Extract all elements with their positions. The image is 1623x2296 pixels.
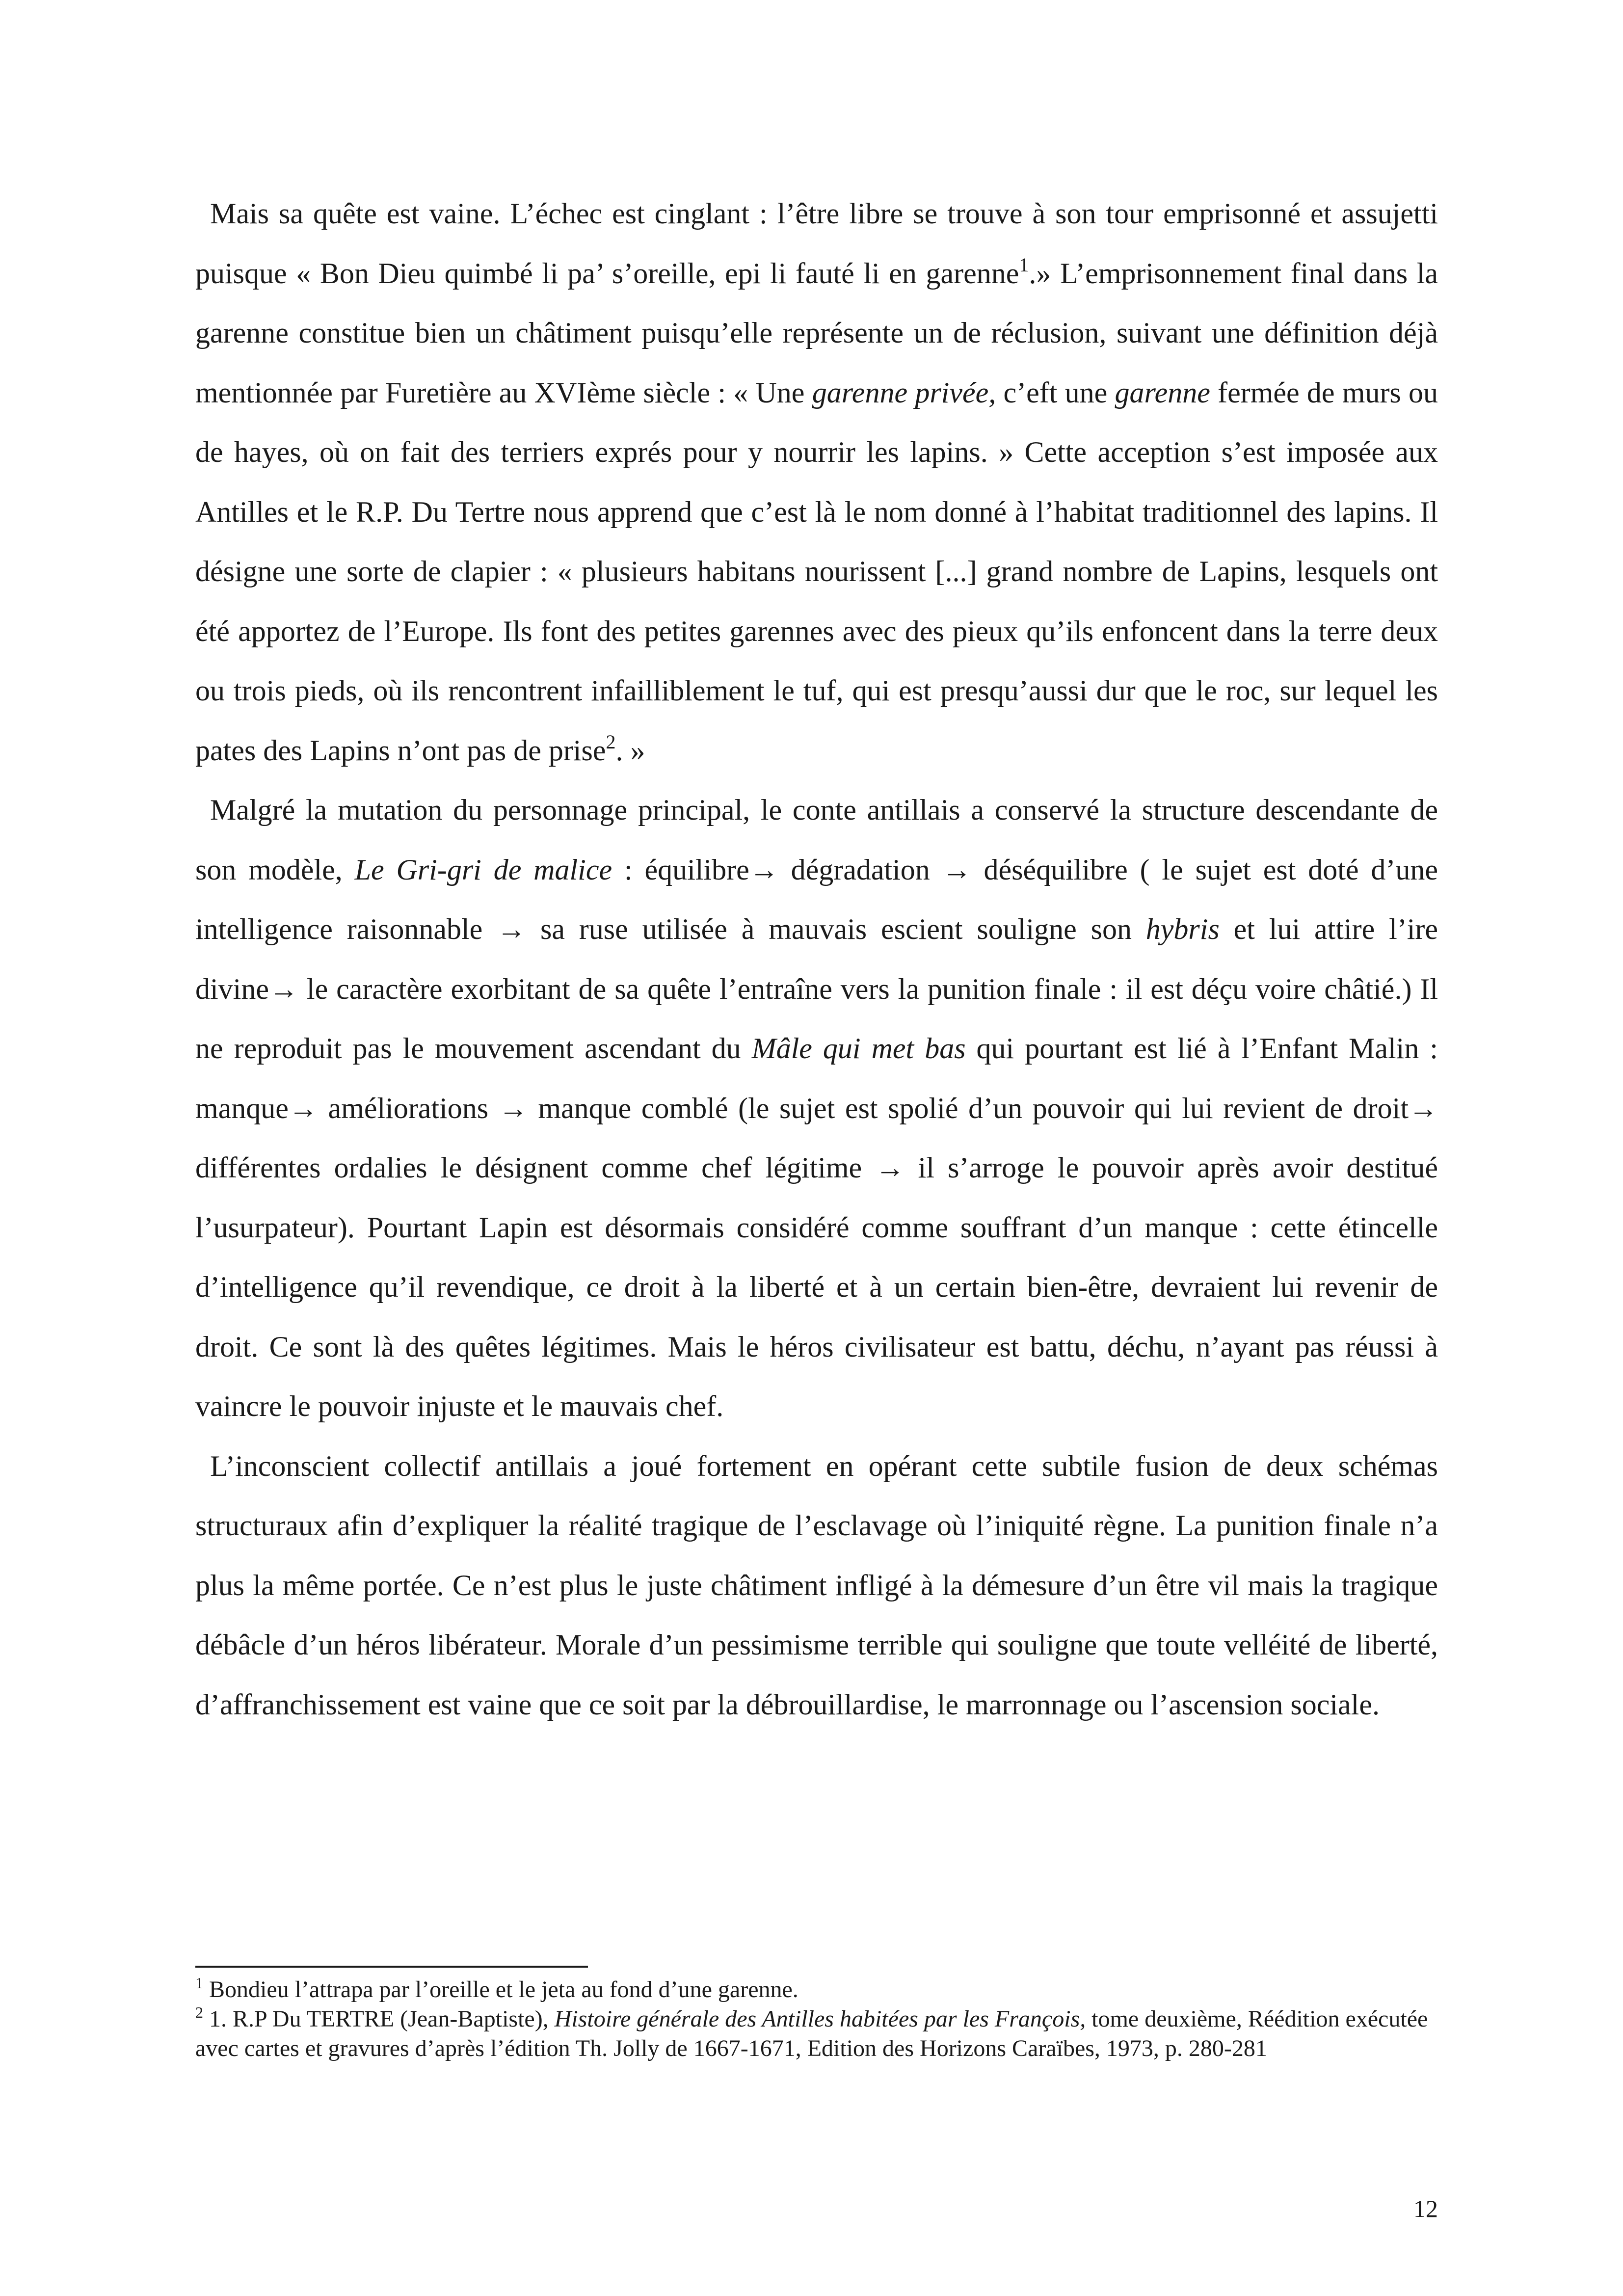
text-run: c’eft une: [996, 376, 1115, 409]
footnote-marker: 1: [1019, 253, 1029, 276]
italic-text: hybris: [1145, 913, 1220, 945]
text-run: .» L’emprisonnement final dans la garenne constitue bien un châtiment puisqu’elle représente un de réclusion, suivant une définition déjà mentionnée par Furetière au XVIème siècle : « Une: [195, 257, 1438, 409]
paragraph-2: [195, 780, 1438, 1437]
text-run: : équilibre→ dégradation → déséquilibre ( le sujet est doté d’une intelligence raisonnable → sa ruse utilisée à mauvais escient souligne son: [195, 853, 1438, 945]
italic-text: Le Gri-gri de malice: [354, 853, 612, 886]
text-run: L’inconscient collectif antillais a joué fortement en opérant cette subtile fusion de deux schémas structuraux afin d’expliquer la réalité tragique de l’esclavage où l’iniquité règne. La punition finale n’a plus la même portée. Ce n’est plus le juste châtiment infligé à la démesure d’un être vil mais la tragique débâcle d’un héros libérateur. Morale d’un pessimisme terrible qui souligne que toute velléité de liberté, d’affranchissement est vaine que ce soit par la débrouillardise, le marronnage ou l’ascension sociale.: [195, 1449, 1438, 1721]
footnote-marker: 1: [195, 1974, 203, 1992]
text-run: fermée de murs ou de hayes, où on fait des terriers exprés pour y nourrir les lapins. » Cette acception s’est imposée aux Antilles et le R.P. Du Tertre nous apprend que c’est là le nom donné à l’habitat traditionnel des lapins. Il désigne une sorte de clapier : « plusieurs habitans nourissent [...] grand nombre de Lapins, lesquels ont été apportez de l’Europe. Ils font des petites garennes avec des pieux qu’ils enfoncent dans la terre deux ou trois pieds, où ils rencontrent infailliblement le tuf, qui est presqu’aussi dur que le roc, sur lequel les pates des Lapins n’ont pas de prise: [195, 376, 1438, 767]
footnotes: [195, 1975, 1438, 2063]
italic-text: garenne privée,: [812, 376, 996, 409]
italic-text: Mâle qui met bas: [751, 1032, 966, 1065]
paragraph-1: [195, 184, 1438, 780]
text-run: . »: [615, 734, 645, 767]
italic-text: garenne: [1115, 376, 1210, 409]
paragraph-3: [195, 1437, 1438, 1735]
italic-text: Histoire générale des Antilles habitées par les François,: [554, 2006, 1086, 2032]
footnote-marker: 2: [195, 2003, 203, 2021]
body-text: [195, 184, 1438, 1735]
footnote-separator: [195, 1966, 588, 1968]
text-run: 1. R.P Du TERTRE (Jean-Baptiste),: [203, 2006, 555, 2032]
text-run: Mais sa quête est vaine. L’échec est cinglant : l’être libre se trouve à son tour emprisonné et assujetti puisque « Bon Dieu quimbé li pa’ s’oreille, epi li fauté li en garenne: [195, 197, 1438, 290]
footnote-1: [195, 1975, 1438, 2004]
text-run: tome deuxième, Réédition exécutée avec cartes et gravures d’après l’édition Th. Jolly de 1667-1671, Edition des Horizons Caraïbes, 1973, p. 280-281: [195, 2006, 1428, 2061]
footnote-marker: 2: [606, 730, 616, 753]
page-number: 12: [1413, 2195, 1438, 2222]
text-run: Malgré la mutation du personnage principal, le conte antillais a conservé la structure descendante de son modèle,: [195, 794, 1438, 886]
text-run: et lui attire l’ire divine→ le caractère exorbitant de sa quête l’entraîne vers la punition finale : il est déçu voire châtié.) Il ne reproduit pas le mouvement ascendant du: [195, 913, 1438, 1065]
text-run: Bondieu l’attrapa par l’oreille et le jeta au fond d’une garenne.: [203, 1976, 798, 2002]
footnote-2: [195, 2004, 1438, 2063]
text-run: qui pourtant est lié à l’Enfant Malin : manque→ améliorations → manque comblé (le sujet est spolié d’un pouvoir qui lui revient de droit→ différentes ordalies le désignent comme chef légitime → il s’arroge le pouvoir après avoir destitué l’usurpateur). Pourtant Lapin est désormais considéré comme souffrant d’un manque : cette étincelle d’intelligence qu’il revendique, ce droit à la liberté et à un certain bien-être, devraient lui revenir de droit. Ce sont là des quêtes légitimes. Mais le héros civilisateur est battu, déchu, n’ayant pas réussi à vaincre le pouvoir injuste et le mauvais chef.: [195, 1032, 1438, 1422]
